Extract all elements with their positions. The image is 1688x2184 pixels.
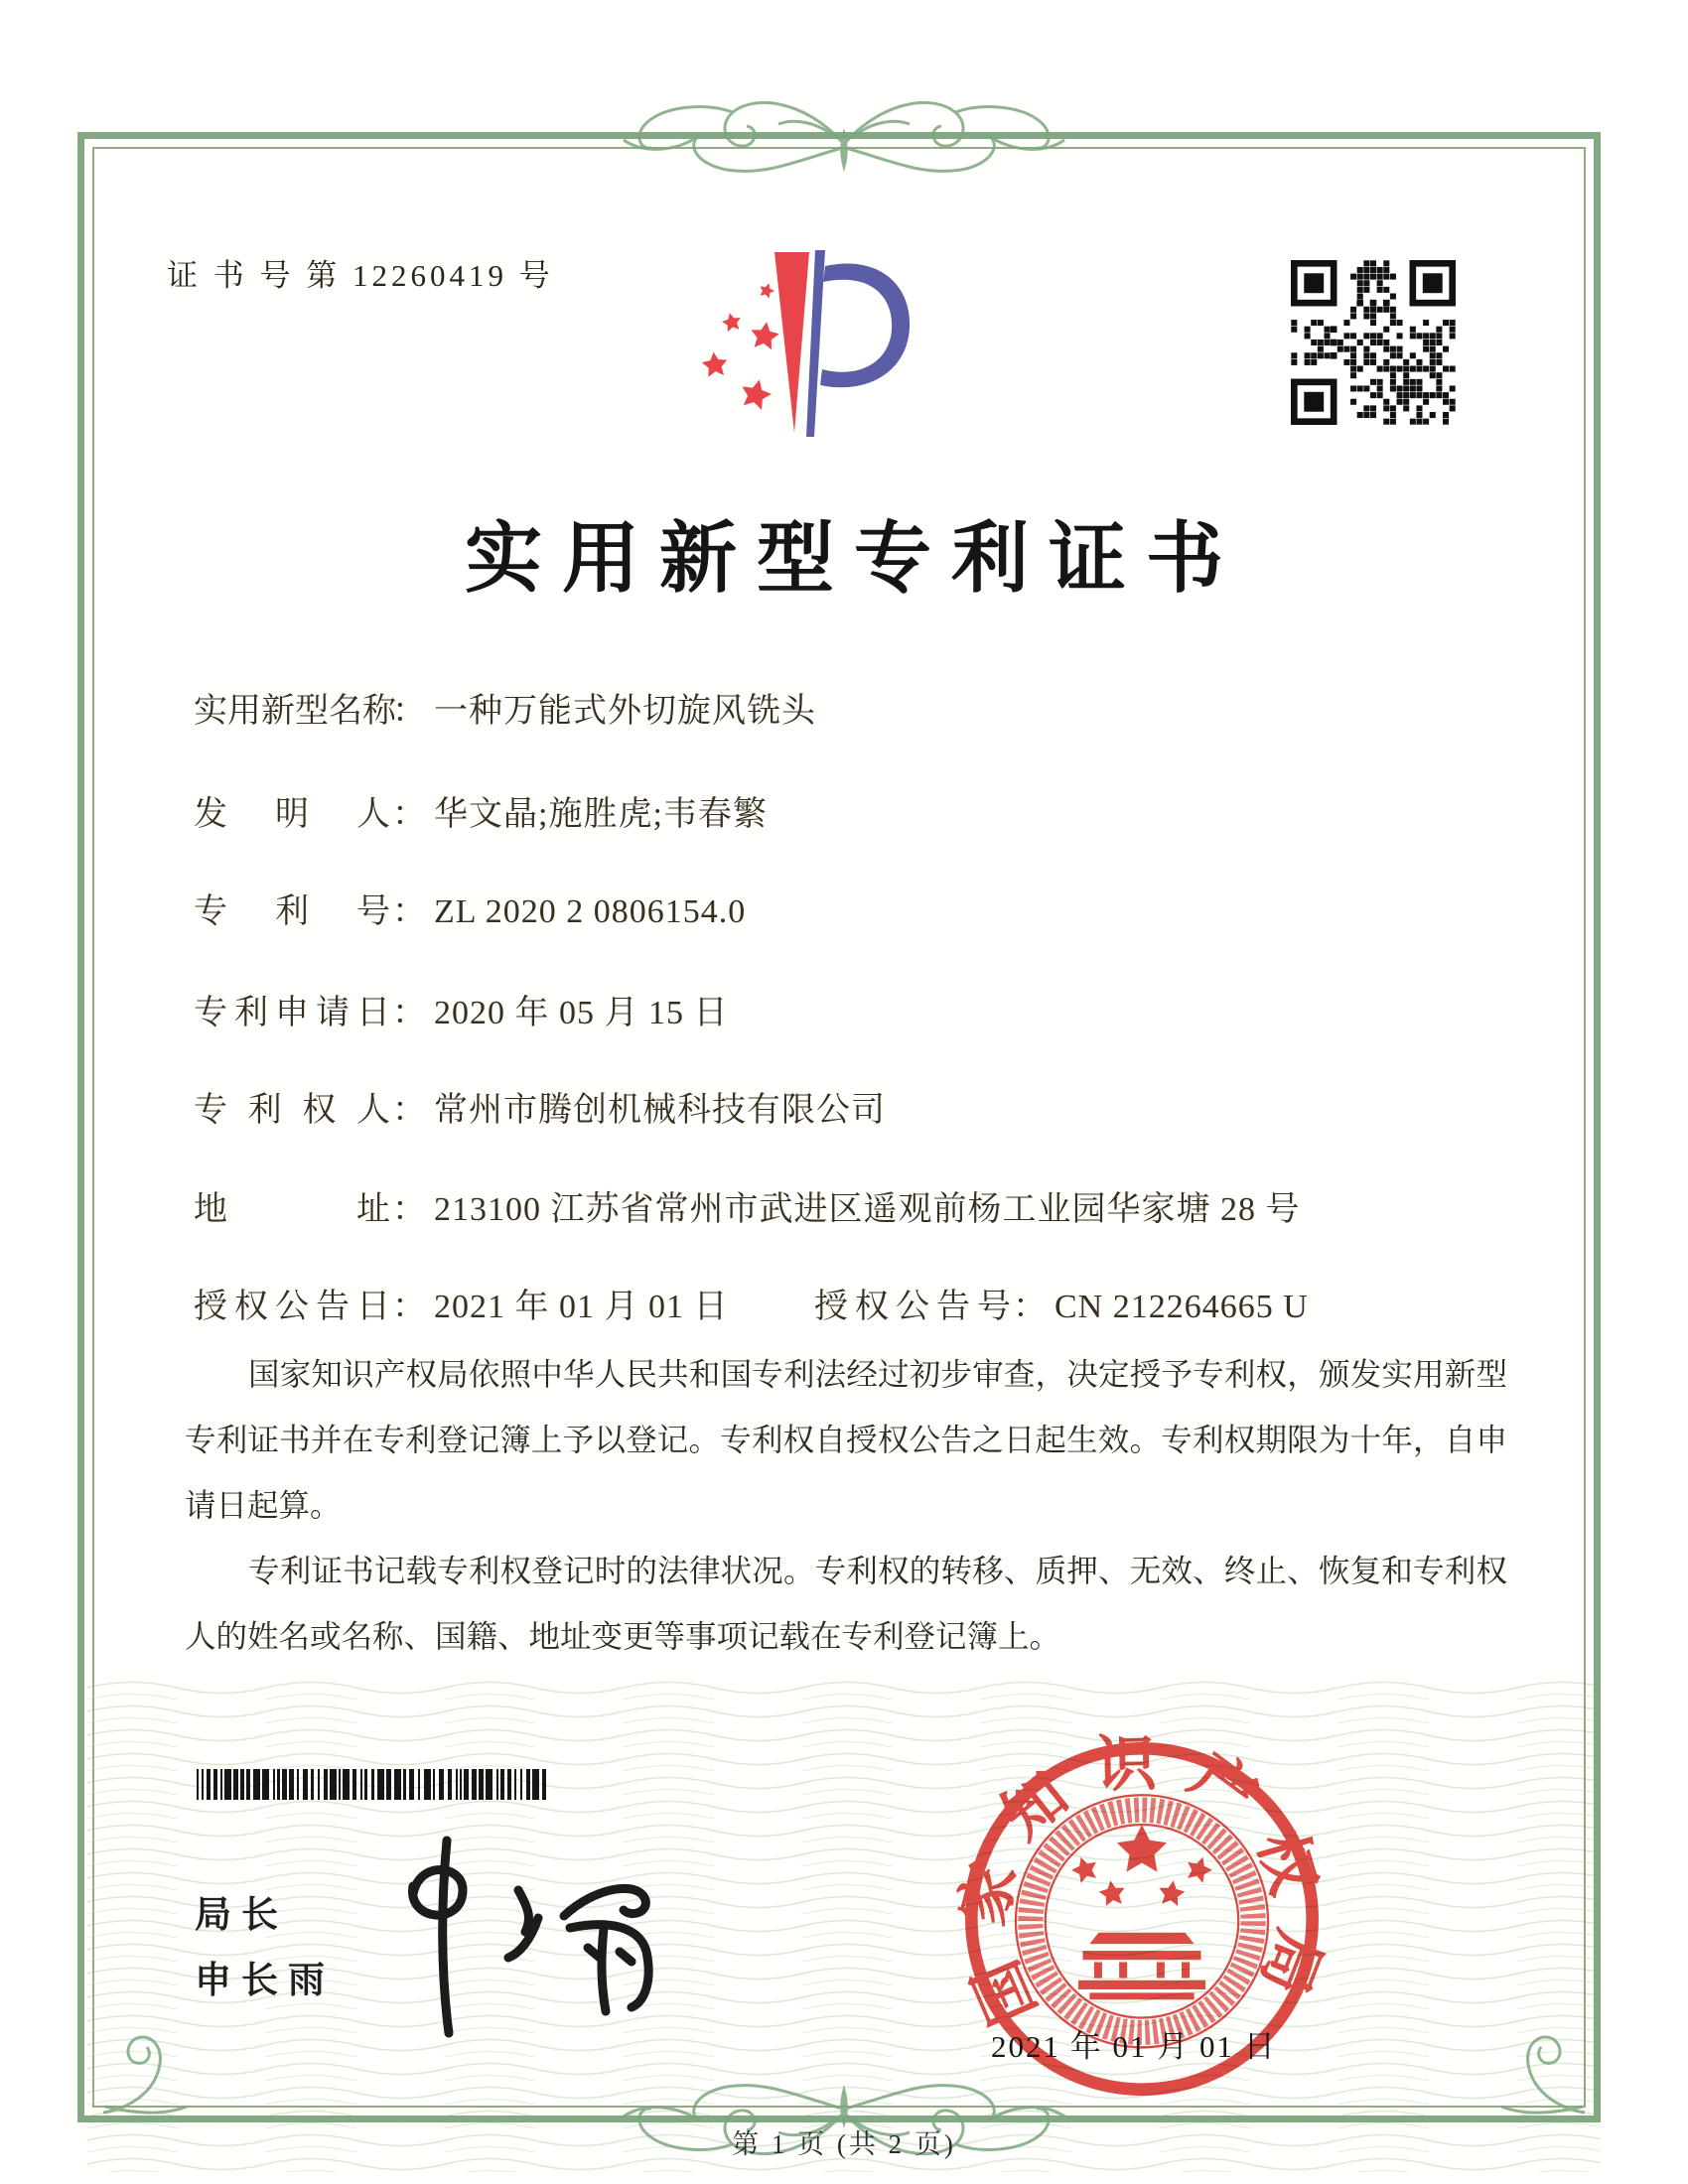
cnipa-logo-icon bbox=[685, 238, 953, 452]
field-colon: ： bbox=[392, 693, 426, 730]
body-paragraph: 专利证书记载专利权登记时的法律状况。专利权的转移、质押、无效、终止、恢复和专利权人的姓名或名称、国籍、地址变更等事项记载在专利登记簿上。 bbox=[185, 1554, 1507, 1654]
legal-text-block bbox=[185, 1342, 1507, 1670]
seal-ring-text: 国家知识产权局 bbox=[948, 1730, 1335, 2034]
field-colon: ： bbox=[392, 995, 426, 1031]
corner-flourish-icon bbox=[1483, 2013, 1593, 2122]
grant-number-value: CN 212264665 U bbox=[1055, 1289, 1309, 1325]
logo-stars bbox=[701, 281, 780, 411]
field-colon: ： bbox=[392, 1289, 426, 1325]
grant-date-label: 授权公告日 bbox=[194, 1289, 390, 1325]
field-label: 实用新型名称 bbox=[194, 693, 396, 730]
field-label: 发明人 bbox=[194, 796, 390, 833]
body-paragraph: 国家知识产权局依照中华人民共和国专利法经过初步审查，决定授予专利权，颁发实用新型专利证书并在专利登记簿上予以登记。专利权自授权公告之日起生效。专利权期限为十年，自申请日起算。 bbox=[185, 1357, 1507, 1523]
barcode-icon bbox=[196, 1769, 555, 1800]
seal-date: 2021 年 01 月 01 日 bbox=[991, 2029, 1277, 2064]
field-colon: ： bbox=[392, 796, 426, 833]
signer-role-label: 局长 bbox=[195, 1894, 288, 1935]
logo-red-wedge bbox=[774, 252, 809, 433]
seal-emblem bbox=[1068, 1825, 1215, 1999]
logo-blue-bowl bbox=[820, 263, 910, 387]
field-value: 一种万能式外切旋风铣头 bbox=[434, 693, 816, 730]
page-footer: 第 1 页 (共 2 页) bbox=[732, 2129, 956, 2159]
field-value: ZL 2020 2 0806154.0 bbox=[434, 893, 747, 930]
field-row-patent-number bbox=[194, 884, 746, 932]
field-label: 专利申请日 bbox=[194, 995, 390, 1031]
field-colon: ： bbox=[392, 893, 426, 930]
field-row-patentee bbox=[194, 1082, 886, 1131]
field-colon: ： bbox=[392, 1191, 426, 1228]
field-row-address bbox=[194, 1181, 1301, 1230]
grant-number-group bbox=[814, 1279, 1309, 1327]
field-row-utility-model-name bbox=[194, 683, 816, 732]
qr-code-icon bbox=[1291, 260, 1456, 425]
grant-number-label: 授权公告号 bbox=[814, 1289, 1011, 1325]
field-value: 常州市腾创机械科技有限公司 bbox=[434, 1092, 886, 1129]
field-value: 华文晶;施胜虎;韦春繁 bbox=[434, 796, 768, 833]
field-row-filing-date bbox=[194, 985, 729, 1033]
field-label: 地址 bbox=[194, 1191, 390, 1228]
signature-script-icon bbox=[369, 1825, 677, 2041]
field-value: 213100 江苏省常州市武进区遥观前杨工业园华家塘 28 号 bbox=[434, 1191, 1301, 1228]
field-row-inventors bbox=[194, 786, 768, 835]
logo-blue-bar bbox=[806, 250, 825, 437]
field-value: 2020 年 05 月 15 日 bbox=[434, 995, 729, 1031]
border-ornament-top-icon bbox=[596, 94, 1092, 184]
field-colon: ： bbox=[1013, 1289, 1047, 1325]
corner-flourish-icon bbox=[95, 2013, 205, 2122]
page-title: 实用新型专利证书 bbox=[464, 515, 1243, 602]
field-label: 专利号 bbox=[194, 893, 390, 930]
field-colon: ： bbox=[392, 1092, 426, 1129]
certificate-number: 证 书 号 第 12260419 号 bbox=[167, 258, 554, 293]
signer-name-label: 申长雨 bbox=[195, 1960, 335, 2000]
grant-date-value: 2021 年 01 月 01 日 bbox=[434, 1289, 729, 1325]
field-label: 专利权人 bbox=[194, 1092, 390, 1129]
field-row-grant bbox=[194, 1279, 1309, 1327]
